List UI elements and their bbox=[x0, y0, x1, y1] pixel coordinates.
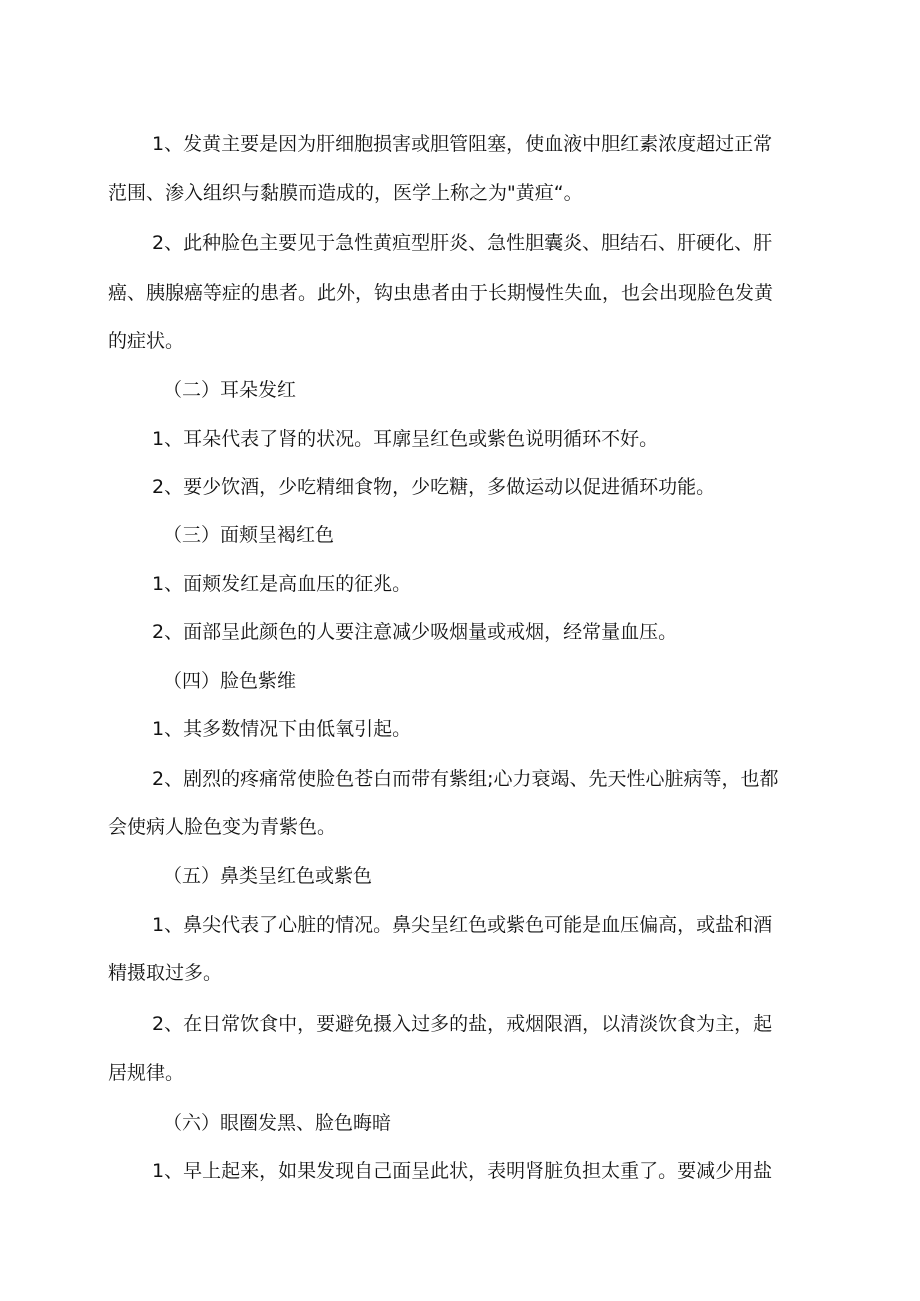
paragraph-1-line-2: 范围、渗入组织与黏膜而造成的，医学上称之为"黄疸“。 bbox=[108, 182, 583, 204]
section-heading-4: （四）脸色紫维 bbox=[163, 670, 297, 692]
section-4-item-2-line-1: 2、剧烈的疼痛常使脸色苍白而带有紫组;心力衰竭、先天性心脏病等，也都 bbox=[152, 768, 779, 790]
section-5-item-2-line-2: 居规律。 bbox=[108, 1062, 185, 1084]
section-5-item-2-line-1: 2、在日常饮食中，要避免摄入过多的盐，戒烟限酒，以清淡饮食为主，起 bbox=[152, 1013, 773, 1035]
section-3-item-1: 1、面颊发红是高血压的征兆。 bbox=[152, 573, 412, 595]
section-4-item-2-line-2: 会使病人脸色变为青紫色。 bbox=[108, 816, 337, 838]
section-heading-2: （二）耳朵发红 bbox=[163, 379, 297, 401]
section-5-item-1-line-2: 精摄取过多。 bbox=[108, 962, 223, 984]
paragraph-1-line-1: 1、发黄主要是因为肝细胞损害或胆管阻塞，使血液中胆红素浓度超过正常 bbox=[152, 133, 773, 155]
paragraph-2-line-1: 2、此种脸色主要见于急性黄疸型肝炎、急性胆囊炎、胆结石、肝硬化、肝 bbox=[152, 232, 773, 254]
section-6-item-1-line-1: 1、早上起来，如果发现自己面呈此状，表明肾脏负担太重了。要减少用盐 bbox=[152, 1160, 773, 1182]
paragraph-2-line-2: 癌、胰腺癌等症的患者。此外，钩虫患者由于长期慢性失血，也会出现脸色发黄 bbox=[108, 282, 774, 304]
paragraph-2-line-3: 的症状。 bbox=[108, 330, 185, 352]
section-2-item-2: 2、要少饮酒，少吃精细食物，少吃糖，多做运动以促进循环功能。 bbox=[152, 476, 716, 498]
section-2-item-1: 1、耳朵代表了肾的状况。耳廓呈红色或紫色说明循环不好。 bbox=[152, 428, 659, 450]
section-5-item-1-line-1: 1、鼻尖代表了心脏的情况。鼻尖呈红色或紫色可能是血压偏高，或盐和酒 bbox=[152, 914, 773, 936]
section-heading-5: （五）鼻类呈红色或紫色 bbox=[163, 865, 373, 887]
section-4-item-1: 1、其多数情况下由低氧引起。 bbox=[152, 718, 412, 740]
section-heading-6: （六）眼圈发黑、脸色晦暗 bbox=[163, 1112, 392, 1134]
section-3-item-2: 2、面部呈此颜色的人要注意减少吸烟量或戒烟，经常量血压。 bbox=[152, 621, 678, 643]
section-heading-3: （三）面颊呈褐红色 bbox=[163, 524, 335, 546]
